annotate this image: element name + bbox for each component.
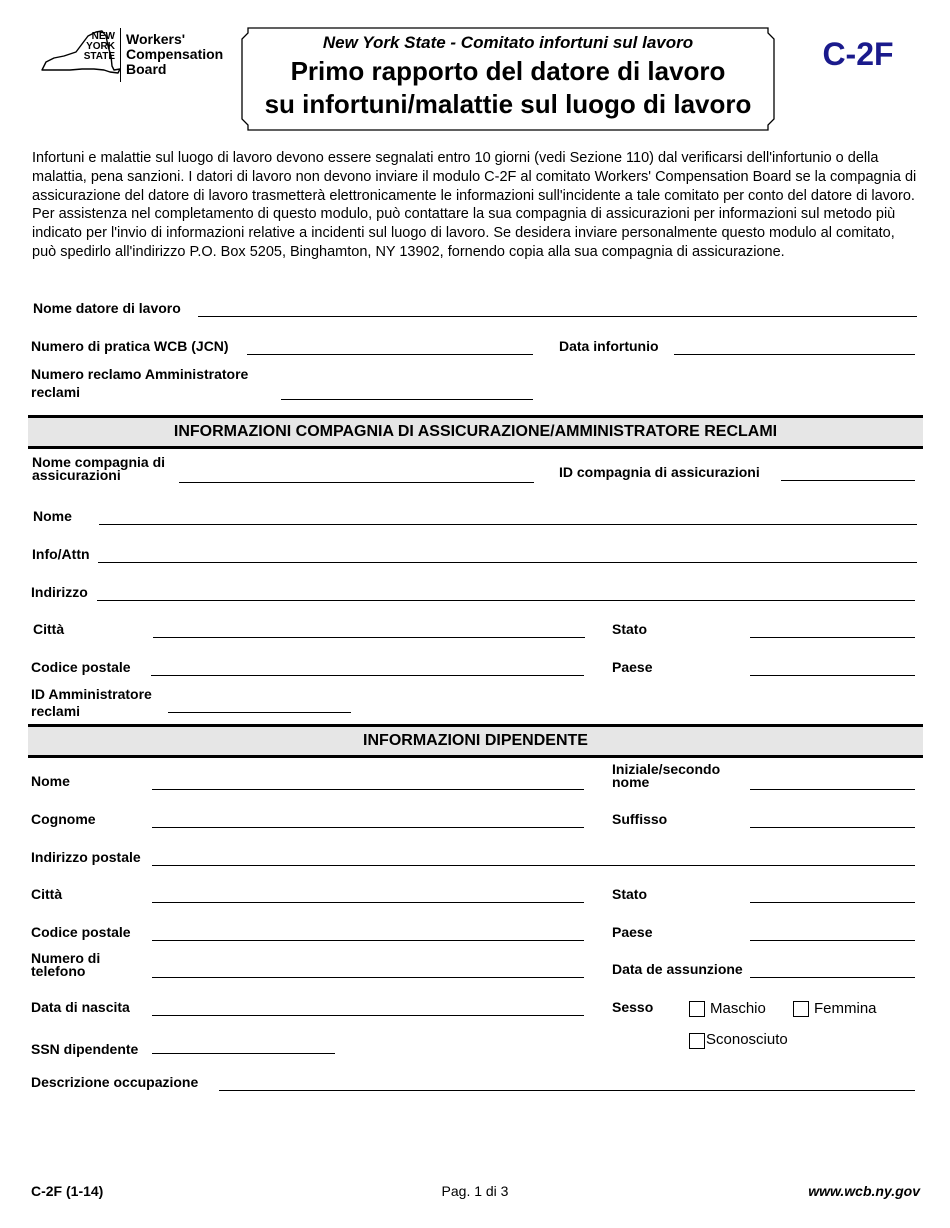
employee-birth-date-field[interactable] [152, 1015, 584, 1016]
employee-occupation-field[interactable] [219, 1090, 915, 1091]
claim-admin-id-label: ID Amministratore reclami [31, 686, 152, 719]
employee-sex-label: Sesso [612, 999, 654, 1015]
employee-country-field[interactable] [750, 940, 915, 941]
employee-phone-field[interactable] [152, 977, 584, 978]
insurer-info-attn-label: Info/Attn [32, 546, 90, 562]
employee-hire-date-field[interactable] [750, 977, 915, 978]
insurer-address-label: Indirizzo [31, 584, 88, 600]
employee-mailing-address-label: Indirizzo postale [31, 849, 141, 865]
employee-postal-code-label: Codice postale [31, 924, 131, 940]
insurer-country-label: Paese [612, 659, 653, 675]
sex-male-label: Maschio [710, 1000, 766, 1017]
employee-first-name-label: Nome [31, 773, 70, 789]
footer-page-number: Pag. 1 di 3 [441, 1183, 509, 1199]
employee-last-name-field[interactable] [152, 827, 584, 828]
form-title-line-2: su infortuni/malattie sul luogo di lavoro [264, 89, 752, 119]
employee-middle-initial-field[interactable] [750, 789, 915, 790]
form-subtitle: New York State - Comitato infortuni sul lavoro [322, 33, 694, 52]
logo-state-word: STATE [83, 51, 115, 62]
employee-mailing-address-field[interactable] [152, 865, 915, 866]
form-title-line-1: Primo rapporto del datore di lavoro [290, 56, 726, 86]
employee-ssn-field[interactable] [152, 1053, 335, 1054]
footer-form-revision: C-2F (1-14) [31, 1183, 104, 1199]
employee-postal-code-field[interactable] [152, 940, 584, 941]
employee-suffix-field[interactable] [750, 827, 915, 828]
claim-admin-number-field[interactable] [281, 399, 533, 400]
employee-phone-label: Numero di telefono [31, 950, 101, 979]
insurer-country-field[interactable] [750, 675, 915, 676]
logo-state-word: NEW [91, 31, 115, 42]
insurer-info-attn-field[interactable] [98, 562, 917, 563]
sex-male-checkbox[interactable] [689, 1001, 705, 1017]
intro-paragraph: Infortuni e malattie sul luogo di lavoro devono essere segnalati entro 10 giorni (vedi Sezione 110) dal verificarsi dell'infortunio o della malattia, pena sanzioni. I datori di lavoro non devono inviare il modulo C-2F al comitato Workers' Compensation Board se la compagnia di assicurazione del datore di lavoro trasmetterà elettronicamente le informazioni sull'incidente a tale comitato per conto del datore di lavoro. Per assistenza nel completamento di questo modulo, può contattare la sua compagnia di assicurazioni per informazioni sul metodo più indicato per l'invio di informazioni relative a incidenti sul luogo di lavoro. Se desidera inviare personalmente questo modulo al comitato, può spedirlo all'indirizzo P.O. Box 5205, Binghamton, NY 13902, fornendo copia alla sua compagnia di assicurazione. [32, 150, 917, 260]
logo-org-line: Workers' [126, 31, 186, 47]
wcb-case-number-label: Numero di pratica WCB (JCN) [31, 338, 229, 354]
sex-female-checkbox[interactable] [793, 1001, 809, 1017]
insurance-section-header: INFORMAZIONI COMPAGNIA DI ASSICURAZIONE/AMMINISTRATORE RECLAMI [28, 415, 923, 449]
logo-state-text [83, 32, 115, 62]
employee-ssn-label: SSN dipendente [31, 1041, 139, 1057]
insurer-state-label: Stato [612, 621, 647, 637]
employee-suffix-label: Suffisso [612, 811, 668, 827]
insurer-postal-code-field[interactable] [151, 675, 584, 676]
employee-city-label: Città [31, 886, 63, 902]
claim-admin-number-label: Numero reclamo Amministratore reclami [31, 366, 249, 400]
insurance-company-id-field[interactable] [781, 480, 915, 481]
insurer-city-field[interactable] [153, 637, 585, 638]
injury-date-label: Data infortunio [559, 338, 659, 354]
insurance-company-name-label: Nome compagnia di assicurazioni [32, 454, 166, 483]
insurer-name-field[interactable] [99, 524, 917, 525]
insurance-company-id-label: ID compagnia di assicurazioni [559, 464, 760, 480]
employee-last-name-label: Cognome [31, 811, 96, 827]
employee-state-label: Stato [612, 886, 647, 902]
insurer-address-field[interactable] [97, 600, 915, 601]
wcb-case-number-field[interactable] [247, 354, 533, 355]
logo-divider [120, 28, 121, 82]
logo-org-line: Compensation [126, 46, 224, 62]
employer-name-label: Nome datore di lavoro [33, 300, 181, 316]
footer-website: www.wcb.ny.gov [808, 1183, 920, 1199]
claim-admin-id-field[interactable] [168, 712, 351, 713]
employee-middle-initial-label: Iniziale/secondo nome [612, 761, 721, 790]
logo-org-name [126, 32, 223, 77]
insurer-name-label: Nome [33, 508, 72, 524]
injury-date-field[interactable] [674, 354, 915, 355]
insurance-company-name-field[interactable] [179, 482, 534, 483]
employee-country-label: Paese [612, 924, 653, 940]
employee-city-field[interactable] [152, 902, 584, 903]
insurer-city-label: Città [33, 621, 65, 637]
employee-birth-date-label: Data di nascita [31, 999, 130, 1015]
logo-state-word: YORK [86, 41, 115, 52]
employee-state-field[interactable] [750, 902, 915, 903]
sex-unknown-checkbox[interactable] [689, 1033, 705, 1049]
sex-female-label: Femmina [814, 1000, 877, 1017]
employee-occupation-label: Descrizione occupazione [31, 1074, 199, 1090]
sex-unknown-label: Sconosciuto [706, 1031, 788, 1048]
employee-first-name-field[interactable] [152, 789, 584, 790]
employee-hire-date-label: Data de assunzione [612, 961, 743, 977]
employer-name-field[interactable] [198, 316, 917, 317]
logo-org-line: Board [126, 61, 167, 77]
form-code: C-2F [822, 36, 894, 72]
insurer-state-field[interactable] [750, 637, 915, 638]
insurer-postal-code-label: Codice postale [31, 659, 131, 675]
employee-section-header: INFORMAZIONI DIPENDENTE [28, 724, 923, 758]
